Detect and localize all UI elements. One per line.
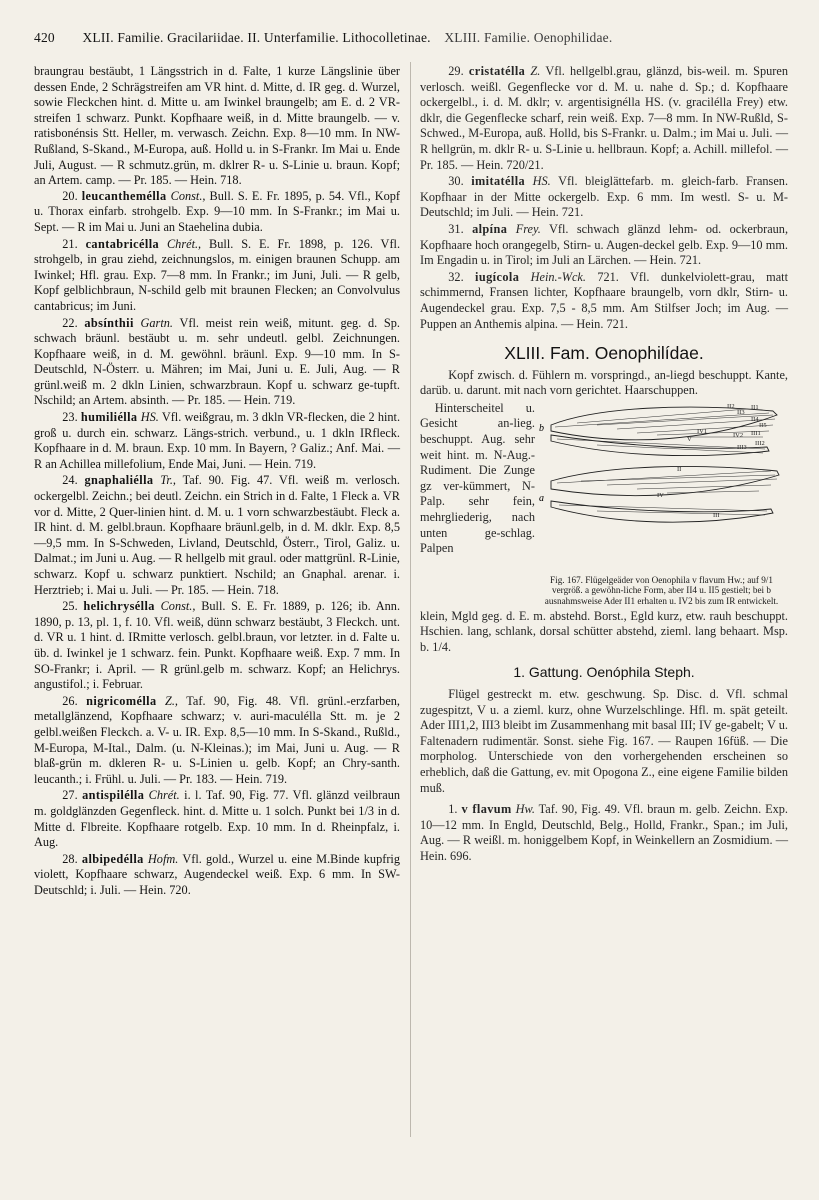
species-author: Gartn.: [140, 315, 173, 330]
vein-label: II: [677, 465, 682, 473]
vein-label: IV: [657, 491, 664, 499]
vein-label: II2: [727, 402, 735, 410]
figure-caption: Fig. 167. Flügelgeäder von Oenophila v flavum Hw.; auf 9/1 vergröß. a gewöhn-liche Form, aber II4 u. II5 gestielt; bei b ausnahmsweise Ader II1 erhalten u. IV2 bis zum IR entwickelt.: [544, 574, 779, 607]
entry-number: 30.: [448, 174, 464, 189]
species-author: Tr.,: [160, 473, 176, 488]
species-entry: [34, 473, 400, 598]
species-entry: [34, 694, 400, 788]
vein-label: II4: [751, 415, 759, 423]
species-author: Z.,: [165, 693, 178, 708]
entry-number: 20.: [62, 188, 78, 203]
vein-label: III2: [755, 439, 765, 447]
species-entry: [34, 237, 400, 315]
species-name: iugícola: [475, 269, 520, 284]
species-author: Hein.-Wck.: [530, 269, 586, 284]
column-divider: [410, 62, 411, 1137]
species-name: humiliélla: [80, 410, 138, 425]
species-text: Vfl. schwach glänzd lehm- od. ockerbraun, Kopfhaare hoch orangegelb, Stirn- u. Augen-deckel gelb. Exp. 9—10 mm. Im Engadin u. in Tirol; im Juli an Lärchen. — Hein. 721.: [420, 221, 789, 268]
family-intro-side: Hinterscheitel u. Gesicht an-lieg. beschuppt. Aug. sehr weit hint. m. N-Aug.-Rudiment. Die Zunge gz ver-kümmert, N-Palp. sehr fein, mehrgliederig, nach unten ge-schlag. Palpen: [420, 400, 535, 556]
species-name: cristatélla: [468, 64, 526, 78]
entry-number: 22.: [62, 315, 78, 330]
species-name: nigricomélla: [86, 693, 157, 708]
species-author: Const.,: [170, 188, 206, 203]
species-author: HS.: [532, 174, 551, 189]
vein-label: III: [713, 511, 720, 519]
entry-number: 26.: [62, 693, 78, 708]
figure-block: [420, 401, 788, 607]
figure-label-b: b: [539, 422, 544, 434]
species-text: Taf. 90, Fig. 48. Vfl. grünl.-erzfarben, metallglänzend, Kopfhaare schwarz; v. auri-maculélla Stt. m. je 2 gelbl.weißen Fleckch. a. V- u. IR. Exp. 8,5—10 mm. In S-Skand., Rußld., M-Europa, M-Ital., Dalm. (u. N-Kleinas.); im Mai, Juni u. Aug. — R blaß-grün m. dkleren R- u. S-Linien u. gelb. Kopf; an Chry-santh. leucanth.; i. Frühl. u. Juli. — Pr. 183. — Hein. 719.: [34, 693, 401, 786]
continued-entry-text: braungrau bestäubt, 1 Längsstrich in d. Falte, 1 kurze Längslinie über dessen Ende, 2 Schrägstreifen am VR hint. d. Mitte, d. IR geg. d. Wurzel, sowie Fleckchen hint. d. Mitte u. am Iwinkel braungelb; am E. d. 2 VR-streifen 1 schwarz. Punkt. Kopfhaare weiß, in d. Mitte braungelb. — v. ratisbonénsis Stt. Heller, m. verwasch. Zeichn. Exp. 8—10 mm. In NW-Rußland, S-Skand., M-Europa, auß. Holld u. in S-Frankr. Im Mai u. Ende Juli, August. — R schmutz.grün, m. dklrer R- u. S-Linie u. braun. Kopf; an Artem. camp. — Pr. 185. — Hein. 718.: [34, 64, 400, 188]
hindwing-outline-a: [551, 501, 773, 522]
vein-label: II1: [751, 403, 759, 411]
species-author: Z.: [530, 64, 541, 78]
running-header: [34, 30, 794, 46]
species-author: Frey.: [515, 221, 541, 236]
species-entry: [420, 222, 788, 269]
page-number: 420: [34, 30, 55, 45]
species-author: HS.: [140, 410, 159, 425]
species-name: helichrysélla: [83, 599, 155, 614]
entry-number: 24.: [62, 473, 78, 488]
species-text: 721. Vfl. dunkelviolett-grau, matt schimmernd, Fransen lichter, Kopfhaare braungelb, vorn dklr, Stirn- u. Augendeckel grau. Exp. 7,5 - 8,5 mm. Am Stilfser Joch; im Aug. — Puppen an Anthemis alpina. — Hein. 721.: [420, 269, 789, 331]
entry-number: 31.: [448, 221, 464, 236]
vein-label: III1: [751, 429, 761, 437]
vein-label: IV2: [733, 431, 744, 439]
genus-heading: 1. Gattung. Oenóphila Steph.: [513, 664, 695, 681]
species-text: Vfl. meist rein weiß, mitunt. geg. d. Sp. schwach bräunl. bestäubt u. m. sehr undeutl. gelbl. Zeichnungen. Kopfhaare weiß, in d. M. gewöhnl. bräunl. Exp. 9—10 mm. In S-Deutschld, N-Österr. u. Mähren; im Mai, Juni u. E. Juli, Aug. — R grünl.weiß m. 2 dkln Linien, schwarzbraun. Kopf u. schwarz ge-tupft. Nschild; an Artem. absinth. — Pr. 185. — Hein. 719.: [34, 315, 400, 408]
species-text: Taf. 90, Fig. 49. Vfl. braun m. gelb. Zeichn. Exp. 10—12 mm. In Engld, Deutschld, Belg., Holld, Frankr., Span.; im Juli, Aug. — R weißl. m. honiggelbem Kopf, in Weinkellern an Zosmidium. — Hein. 696.: [420, 802, 788, 863]
species-name: alpína: [472, 221, 508, 236]
vein-label: II3: [737, 408, 745, 416]
species-name: v flavum: [461, 802, 512, 817]
species-entry-flavum: 1. v flavum Hw. Taf. 90, Fig. 49. Vfl. braun m. gelb. Zeichn. Exp. 10—12 mm. In Engld, Deutschld, Belg., Holld, Frankr., Span.; im Juli, Aug. — R weißl. m. honiggelbem Kopf, in Weinkellern an Zosmidium. — Hein. 696.: [420, 802, 788, 863]
genus-description: Flügel gestreckt m. etw. geschwung. Sp. Disc. d. Vfl. schmal zugespitzt, V u. a zieml. kurz, ohne Wurzelschlinge. Hfl. m. spät geteilt. Ader III1,2, III3 bleibt im Zusammenhang mit basal III; IV ge-gabelt; V u. Faltenadern rudimentär. Sonst. siehe Fig. 167. — Raupen 16füß. — Die morpholog. Unterschiede von den vorhergehenden erscheinen so erheblich, daß die Gattung, ev. mit Opogona Z., eine eigene Familie bilden muß.: [420, 687, 788, 795]
species-name: imitatélla: [471, 174, 526, 189]
species-text: Bull. S. E. Fr. 1898, p. 126. Vfl. strohgelb, in grau ziehd, zeichnungslos, m. einigen braunen Schupp. am Iwinkel; Hfl. grau. Exp. 7—8 mm. In Frankr.; im Juni, Juli. — R gelb, Kopf gelblichbraun, N-schild gelb mit braunen Flecken; an Convolvulus cantabricus; im Juni.: [34, 236, 401, 313]
family-intro-top: Kopf zwisch. d. Fühlern m. vorspringd., an-liegd beschuppt. Kante, darüb. u. darunt. mit nach vorn gerichtet. Haarschuppen.: [420, 367, 788, 398]
wing-venation-figure: [535, 401, 788, 607]
species-entry: [34, 410, 400, 472]
species-name: antispilélla: [82, 788, 145, 803]
species-entry: [34, 788, 400, 850]
vein-label: V: [687, 435, 692, 443]
entry-number: 29.: [448, 64, 464, 78]
hindwing-veins-b: [557, 439, 765, 453]
entry-number: 32.: [448, 269, 464, 284]
entry-number: 23.: [62, 410, 78, 425]
species-entry: [34, 189, 400, 236]
forewing-veins-a: [557, 471, 777, 493]
species-text: Vfl. hellgelbl.grau, glänzd, bis-weil. m. Spuren verlosch. weißl. Gegenflecke vor d. M. u. nahe d. Sp.; d. Kopfhaare ockergelbl., i. d. M. dklr; v. argentisignélla HS. (v. gracilélla Frey) etw. dklr, die Gegenflecke scharf, rein weiß. Exp. 7—8 mm. In NW-Rußld, S-Schwed., M-Europa, auß. Holld, bis S-Frankr. u. Dalm.; im Mai u. Juli. — R hellgrün, m. dklr R- u. S-Linie u. hellbraun. Kopf; a. Achill. millefol. — Pr. 185. — Hein. 720/21.: [420, 64, 789, 172]
species-entry: [34, 852, 400, 899]
vein-labels-b: [687, 403, 767, 451]
species-text: i. l. Taf. 90, Fig. 77. Vfl. glänzd veilbraun m. goldglänzden Gegenfleck. hint. d. Mitte u. 1 solch. Punkt bei 1/3 in d. Mitte d. Flbreite. Kopfhaare rotgelb. Exp. 10 mm. In d. Rheinpfalz, i. Aug.: [34, 788, 401, 850]
species-author: Chrét.: [148, 788, 180, 803]
entry-number: 25.: [62, 599, 78, 614]
species-name: absínthii: [84, 315, 134, 330]
species-text: Bull. S. E. Fr. 1889, p. 126; ib. Ann. 1890, p. 13, pl. 1, f. 10. Vfl. weiß, dünn schwarz bestäubt, 3 Fleckch. unt. d. VR u. 1 hint. d. IRmitte verlosch. gelbl.braun, vor letzter. in d. Falte u. üb. d. Iwinkel je 1 schwarz. fein. Punkt. Kopfhaare weiß. Exp. 7 mm. In SO-Frankr; i. April. — R grünl.gelb m. schwarz. Kopf; an Helichrys. angustifol.; i. Februar.: [34, 599, 401, 692]
header-right-title: XLIII. Familie. Oenophilidae.: [444, 30, 613, 45]
species-entry: [420, 174, 788, 221]
right-column: [420, 64, 788, 866]
entry-number: 21.: [62, 236, 78, 251]
species-entry: [34, 599, 400, 693]
species-text: Taf. 90. Fig. 47. Vfl. weiß m. verlosch. ockergelbl. Zeichn.; bei deutl. Zeichn. ein Strich in d. Falte, 1 Fleck a. VR vor d. Mitte, 2 Quer-linien hint. d. M. u. 1 vorn schwarzbestäubt. Fleck a. IR hint. d. M. gelbl.braun. Kopfhaare bräunl.gelb, in d. M. dklr. Exp. 8,5—9,5 mm. In S-Schweden, Livland, Deutschld, Österr., Tirol, Galiz. u. Dalmat.; im Juni u. Aug. — R hellgelb mit graul. oder mattgrünl. R-Linie, schwarz. Kopf u. schwarz punktiert. Nschild; an Gnaphal. arenar. i. Herztrieb; i. Mai u. Juli. — Pr. 185. — Hein. 718.: [34, 473, 401, 597]
species-name: albipedélla: [81, 851, 144, 866]
hindwing-veins-a: [559, 505, 767, 515]
family-heading: XLIII. Fam. Oenophilídae.: [504, 343, 704, 364]
species-text: Bull. S. E. Fr. 1895, p. 54. Vfl., Kopf u. Thorax einfarb. strohgelb. Exp. 9—10 mm. In S-Frankr.; im Mai u. Sept. — R im Mai u. Juni an Staehelina dubia.: [34, 188, 400, 234]
species-author: Hofm.: [147, 851, 179, 866]
vein-label: IV1: [697, 427, 708, 435]
species-name: cantabricélla: [85, 236, 160, 251]
header-left-title: XLII. Familie. Gracilariidae. II. Unterfamilie. Lithocolletinae.: [82, 30, 431, 45]
species-entry: [420, 64, 788, 173]
entry-number: 27.: [62, 788, 78, 803]
species-author: Chrét.,: [166, 236, 202, 251]
family-intro-bottom: klein, Mgld geg. d. E. m. abstehd. Borst., Egld kurz, etw. rauh beschuppt. Hschien. lang, schlank, dorsal schütter abstehd, zieml. lang behaart. Msp. b. 1/4.: [420, 608, 788, 654]
species-name: leucanthemélla: [81, 188, 167, 203]
left-entry-list: [34, 189, 400, 899]
species-author: Const.,: [160, 599, 196, 614]
species-entry: [420, 270, 788, 332]
vein-label: II5: [759, 421, 767, 429]
species-entry: [34, 316, 400, 410]
right-entry-list: [420, 64, 788, 332]
entry-number: 28.: [62, 851, 78, 866]
figure-label-a: a: [539, 492, 544, 504]
species-author: Hw.: [515, 802, 535, 817]
species-text: Vfl. gold., Wurzel u. eine M.Binde kupfrig violett, Kopfhaare schwarz, Augendeckel weiß. Exp. 6 mm. In SW-Deutschld; i. Juli. — Hein. 720.: [34, 851, 400, 897]
left-column: [34, 64, 400, 899]
vein-label: III3: [737, 443, 747, 451]
species-name: gnaphaliélla: [84, 473, 154, 488]
wing-venation-diagram: [537, 401, 787, 571]
species-text: Vfl. weißgrau, m. 3 dkln VR-flecken, die 2 hint. groß u. durch ein. schwarz. Längs-strich. verbund., u. 1 dkln IRfleck. Kopfhaare in d. M. braun. Exp. 10 mm. In Bayern, ? Galiz.; Anf. Mai. — R an Achillea millefolium, Ende Mai, Juni. — Hein. 719.: [34, 410, 401, 471]
species-text: Vfl. bleiglättefarb. m. gleich-farb. Fransen. Kopfhaar in der Mitte ockergelb. Exp. 6 mm. Im westl. S- u. M-Deutschld; im Juli. — Hein. 721.: [420, 174, 789, 220]
